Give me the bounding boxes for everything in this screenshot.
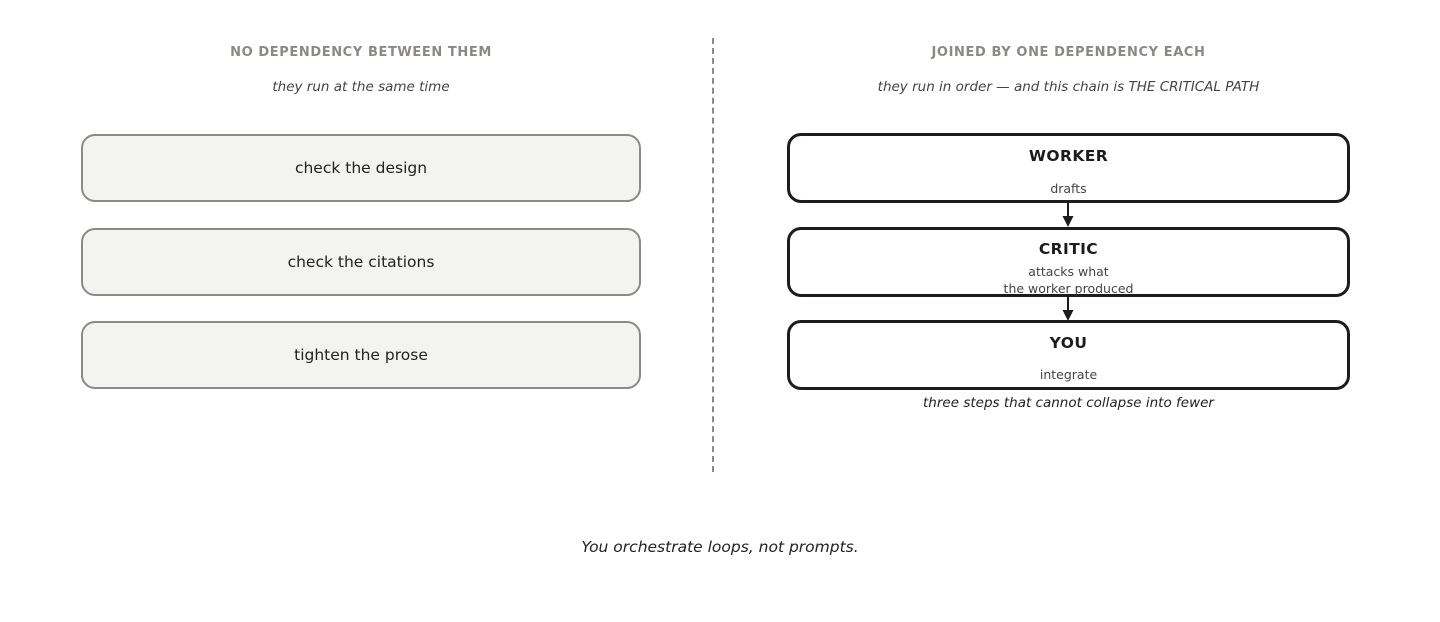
column-divider bbox=[712, 38, 714, 472]
chain-heading: JOINED BY ONE DEPENDENCY EACH bbox=[931, 45, 1206, 60]
parallel-task-label: tighten the prose bbox=[294, 346, 428, 364]
parallel-task-box bbox=[81, 228, 641, 296]
chain-arrow-icon bbox=[1058, 203, 1078, 228]
footer-tagline: You orchestrate loops, not prompts. bbox=[581, 538, 859, 556]
chain-step-worker bbox=[787, 133, 1350, 203]
chain-step-description: the worker produced bbox=[1003, 281, 1134, 296]
chain-arrow-icon bbox=[1058, 297, 1078, 322]
chain-step-title: CRITIC bbox=[1038, 240, 1099, 258]
chain-caption: three steps that cannot collapse into fewer bbox=[923, 395, 1214, 411]
parallel-heading: NO DEPENDENCY BETWEEN THEM bbox=[230, 45, 492, 60]
chain-step-description: drafts bbox=[1050, 181, 1087, 196]
chain-step-title: YOU bbox=[1049, 334, 1088, 352]
parallel-task-label: check the citations bbox=[287, 253, 435, 271]
chain-step-description: attacks what bbox=[1028, 264, 1109, 279]
chain-step-title: WORKER bbox=[1028, 147, 1109, 165]
parallel-task-box bbox=[81, 321, 641, 389]
parallel-task-box bbox=[81, 134, 641, 202]
chain-step-description: integrate bbox=[1039, 367, 1098, 382]
parallel-subheading: they run at the same time bbox=[272, 79, 450, 95]
chain-subheading: they run in order — and this chain is THE CRITICAL PATH bbox=[877, 79, 1260, 95]
chain-step-you bbox=[787, 320, 1350, 390]
parallel-task-label: check the design bbox=[294, 159, 428, 177]
chain-step-critic bbox=[787, 227, 1350, 297]
